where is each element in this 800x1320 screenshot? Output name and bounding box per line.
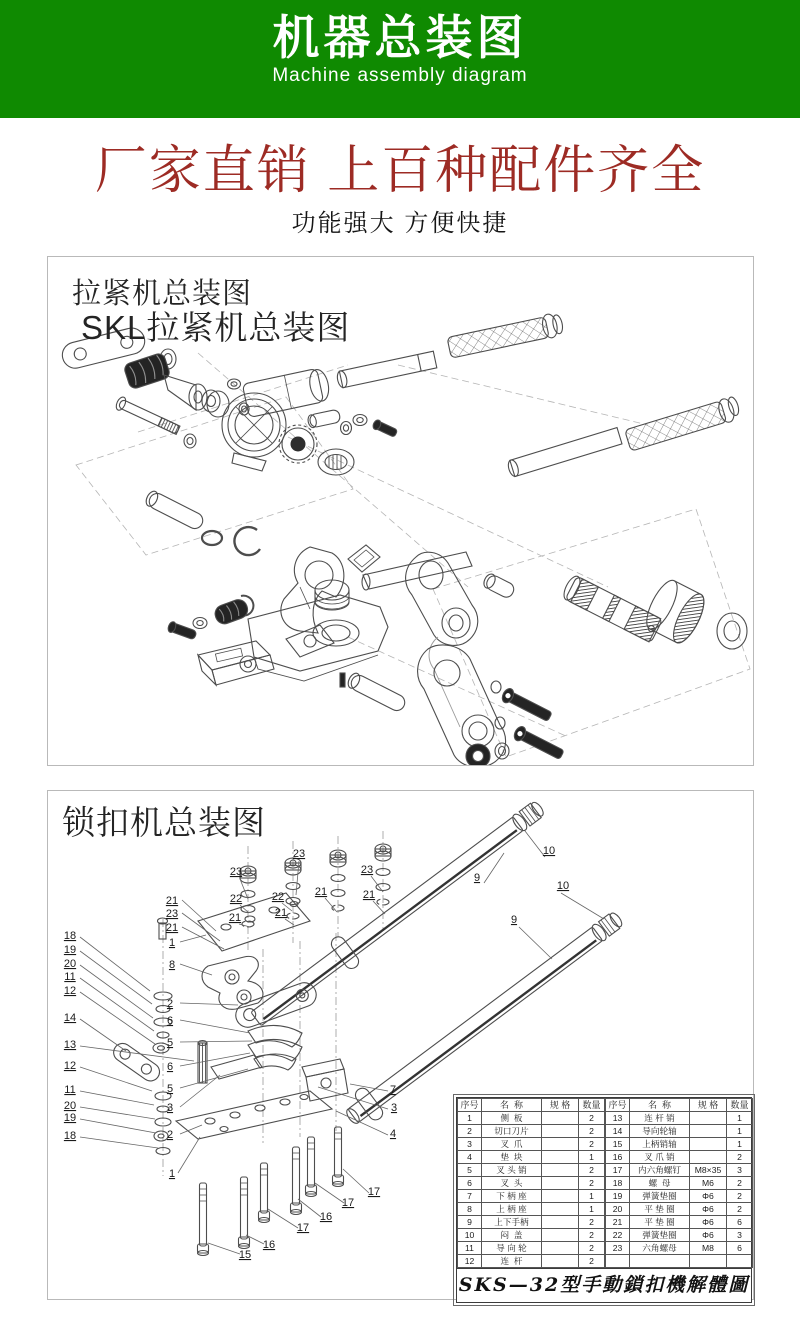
cell-name: 垫 块 [482,1151,542,1164]
callout-label: 21 [228,912,242,924]
cell-spec [690,1151,727,1164]
cell-qty: 2 [579,1138,605,1151]
handle-grip-lower [624,395,741,452]
parts-table [456,1097,752,1303]
cell-qty: 2 [579,1164,605,1177]
callout-label: 12 [63,1060,77,1072]
table-row [606,1125,753,1138]
cell-name: 内六角螺钉 [630,1164,690,1177]
cell-name: 六角螺母 [630,1242,690,1255]
cell-spec [542,1164,579,1177]
cell-no: 23 [606,1242,630,1255]
callout-label: 5 [166,1083,174,1095]
cell-name: 叉 头 [482,1177,542,1190]
table-row [458,1190,605,1203]
construction-lines [76,353,750,757]
cell-spec: Φ6 [690,1229,727,1242]
header-cell: 名 称 [482,1099,542,1112]
callout-label: 5 [166,1037,174,1049]
callout-label: 18 [63,930,77,942]
cell-no [606,1255,630,1268]
cell-name: 平 垫 圈 [630,1203,690,1216]
claw-plates [211,1025,302,1079]
callout-label: 3 [390,1102,398,1114]
cell-name: 上 柄 座 [482,1203,542,1216]
panel2-title: 锁扣机总装图 [62,804,266,841]
cell-no: 5 [458,1164,482,1177]
callout-label: 13 [63,1039,77,1051]
cell-qty: 2 [579,1177,605,1190]
cell-no: 17 [606,1164,630,1177]
parts-table-caption: SKS—32型手動鎖扣機解體圖 [457,1268,751,1302]
callout-label: 1 [168,937,176,949]
handle-tube-1 [245,792,551,1033]
cell-qty: 2 [579,1112,605,1125]
cell-qty: 2 [727,1190,753,1203]
callout-label: 4 [389,1128,397,1140]
cell-name: 连 杆 [482,1255,542,1268]
table-row [458,1229,605,1242]
cell-name: 叉 爪 [482,1138,542,1151]
callout-label: 21 [165,895,179,907]
table-row [606,1216,753,1229]
panel-lock [47,790,754,1300]
callout-label: 19 [63,1112,77,1124]
callout-label: 3 [166,1102,174,1114]
cell-spec [542,1112,579,1125]
cell-no: 6 [458,1177,482,1190]
cell-no: 16 [606,1151,630,1164]
foot-bracket [198,641,274,685]
link-plate-lower [418,637,506,765]
callout-label: 2 [166,1129,174,1141]
callout-label: 16 [319,1211,333,1223]
gear [279,425,317,463]
callout-label: 9 [473,872,481,884]
upper-seat-arm [202,956,263,1009]
cell-spec [690,1112,727,1125]
table-header-row [606,1099,753,1112]
callout-label: 9 [510,914,518,926]
callout-label: 10 [556,880,570,892]
cell-qty: 1 [727,1125,753,1138]
callout-label: 12 [63,985,77,997]
cell-spec [542,1216,579,1229]
parts-table-left [457,1098,605,1268]
cell-name: 闷 盖 [482,1229,542,1242]
cell-name: 侧 板 [482,1112,542,1125]
callout-label: 11 [64,971,76,983]
cell-name: 上下手柄 [482,1216,542,1229]
cell-spec [690,1125,727,1138]
banner [0,0,800,118]
tensioner-parts [60,312,750,765]
cell-qty: 1 [727,1112,753,1125]
cell-spec: Φ6 [690,1190,727,1203]
table-row [458,1203,605,1216]
header-cell: 数量 [727,1099,753,1112]
callout-label: 20 [63,1100,77,1112]
handle-grip-upper [447,312,565,359]
cell-no: 9 [458,1216,482,1229]
table-row [458,1151,605,1164]
cell-no: 19 [606,1190,630,1203]
cell-qty: 2 [579,1242,605,1255]
table-row [606,1112,753,1125]
callout-label: 23 [165,908,179,920]
cell-spec [542,1242,579,1255]
callout-label: 6 [166,1061,174,1073]
cell-no: 2 [458,1125,482,1138]
callout-label: 6 [166,1015,174,1027]
cell-no: 22 [606,1229,630,1242]
table-row [458,1255,605,1268]
callout-label: 22 [271,891,285,903]
callout-label: 20 [63,958,77,970]
yoke-link [406,552,517,645]
callout-label: 11 [64,1084,76,1096]
cell-no: 20 [606,1203,630,1216]
table-row [606,1203,753,1216]
cell-name: 导 向 轮 [482,1242,542,1255]
table-row [606,1190,753,1203]
header-cell: 序号 [458,1099,482,1112]
header-cell: 序号 [606,1099,630,1112]
cell-name: 叉 爪 销 [630,1151,690,1164]
callout-label: 21 [362,889,376,901]
lower-seat-block [302,1059,348,1101]
header-cell: 规 格 [690,1099,727,1112]
table-row [606,1164,753,1177]
callout-label: 22 [229,893,243,905]
cell-no: 13 [606,1112,630,1125]
cell-no: 21 [606,1216,630,1229]
table-row [458,1177,605,1190]
panel1-title-line2: SKL拉紧机总装图 [81,309,351,346]
cell-name: 叉 头 销 [482,1164,542,1177]
cell-no: 11 [458,1242,482,1255]
table-row [606,1177,753,1190]
callout-label: 17 [296,1222,310,1234]
table-row [458,1242,605,1255]
cell-qty: 1 [579,1203,605,1216]
cell-name: 平 垫 圈 [630,1216,690,1229]
cell-spec [542,1138,579,1151]
cell-qty: 6 [727,1242,753,1255]
cell-no: 12 [458,1255,482,1268]
cell-no: 1 [458,1112,482,1125]
header-cell: 数量 [579,1099,605,1112]
cell-name: 导向轮轴 [630,1125,690,1138]
cell-qty: 2 [727,1177,753,1190]
callout-label: 10 [542,845,556,857]
knurled-shaft [561,574,663,643]
cell-qty: 6 [727,1216,753,1229]
cell-qty [727,1255,753,1268]
cell-spec: Φ6 [690,1203,727,1216]
callout-label: 7 [389,1084,397,1096]
hero-tagline: 功能强大 方便快捷 [291,210,509,237]
cell-qty: 3 [727,1164,753,1177]
base-plate [176,1091,332,1139]
callout-label: 23 [360,864,374,876]
table-row [458,1125,605,1138]
cell-no: 3 [458,1138,482,1151]
cell-spec: M6 [690,1177,727,1190]
cell-spec [542,1151,579,1164]
parts-table-grid [457,1098,751,1268]
callout-label: 2 [166,998,174,1010]
cell-no: 14 [606,1125,630,1138]
table-row [458,1164,605,1177]
callout-label: 1 [168,1168,176,1180]
callout-label: 17 [367,1186,381,1198]
cell-spec [542,1255,579,1268]
callout-label: 21 [165,922,179,934]
cell-qty: 2 [579,1216,605,1229]
cell-no: 15 [606,1138,630,1151]
cell-spec: M8×35 [690,1164,727,1177]
table-row [606,1151,753,1164]
callout-label: 21 [314,886,328,898]
cell-qty: 2 [579,1255,605,1268]
callout-label: 19 [63,944,77,956]
cell-name: 下 柄 座 [482,1190,542,1203]
banner-title: 机器总装图 [272,11,528,64]
bolts [198,1127,344,1256]
cell-spec [542,1203,579,1216]
cell-name [630,1255,690,1268]
table-header-row [458,1099,605,1112]
cell-qty: 1 [579,1190,605,1203]
cell-qty: 2 [579,1229,605,1242]
cell-spec [690,1255,727,1268]
hero-headline: 厂家直销 上百种配件齐全 [94,142,706,200]
cell-no: 8 [458,1203,482,1216]
callout-label: 15 [238,1249,252,1261]
cell-qty: 2 [727,1203,753,1216]
table-row [458,1112,605,1125]
cell-name: 上柄销轴 [630,1138,690,1151]
cell-spec [542,1229,579,1242]
cell-spec [690,1138,727,1151]
cell-name: 弹簧垫圈 [630,1190,690,1203]
cell-name: 螺 母 [630,1177,690,1190]
table-row [606,1138,753,1151]
cell-qty: 3 [727,1229,753,1242]
callout-label: 17 [341,1197,355,1209]
parts-table-right [605,1098,753,1268]
table-row [606,1255,753,1268]
callout-label: 21 [274,907,288,919]
table-row [606,1229,753,1242]
callout-label: 18 [63,1130,77,1142]
header-cell: 规 格 [542,1099,579,1112]
panel1-title-line1: 拉紧机总装图 [72,278,253,310]
callout-label: 23 [229,866,243,878]
cell-qty: 1 [579,1151,605,1164]
panel-tensioner [47,256,754,766]
cell-spec [542,1177,579,1190]
left-fastener-stack [110,918,207,1155]
cell-no: 10 [458,1229,482,1242]
callout-label: 23 [292,848,306,860]
cell-qty: 2 [579,1125,605,1138]
cell-qty: 2 [727,1151,753,1164]
spring [123,352,171,390]
table-row [458,1216,605,1229]
cell-name: 连 杆 销 [630,1112,690,1125]
banner-subtitle: Machine assembly diagram [272,65,528,87]
cell-spec [542,1190,579,1203]
callout-label: 8 [168,959,176,971]
table-row [606,1242,753,1255]
cell-no: 4 [458,1151,482,1164]
cell-no: 18 [606,1177,630,1190]
cell-no: 7 [458,1190,482,1203]
base-body [248,595,388,681]
cell-name: 切口刀片 [482,1125,542,1138]
callout-label: 14 [63,1012,77,1024]
callout-label: 16 [262,1239,276,1251]
cell-name: 弹簧垫圈 [630,1229,690,1242]
cell-spec: M8 [690,1242,727,1255]
cell-spec [542,1125,579,1138]
header-cell: 名 称 [630,1099,690,1112]
cell-spec: Φ6 [690,1216,727,1229]
cell-qty: 1 [727,1138,753,1151]
table-row [458,1138,605,1151]
